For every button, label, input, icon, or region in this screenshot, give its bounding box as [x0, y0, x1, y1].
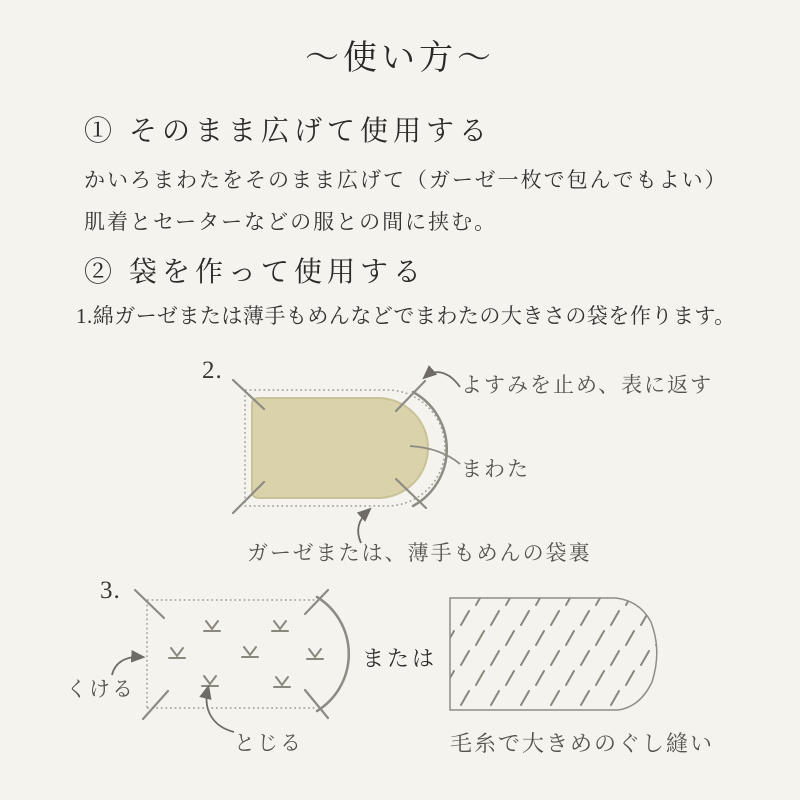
section2-heading: ② 袋を作って使用する [84, 257, 427, 288]
tojiru-label: とじる [234, 732, 303, 755]
page-title: ～使い方～ [305, 40, 495, 77]
tojiru-arrow-icon [207, 688, 234, 732]
section1-line1: かいろまわたをそのまま広げて（ガーゼ一枚で包んでもよい） [84, 168, 728, 192]
bag-diagram-number: 2. [202, 357, 223, 384]
sew-bag-outline [147, 600, 317, 708]
sew-diagram-number: 3. [100, 577, 121, 604]
corner-arrow-icon [425, 372, 460, 387]
sew-right-arc [317, 597, 349, 711]
bag-bottom-label: ガーゼまたは、薄手もめんの袋裏 [247, 542, 592, 565]
section1-heading: ① そのまま広げて使用する [84, 116, 493, 147]
stitch-marks [169, 621, 323, 687]
kukeru-label: くける [66, 678, 135, 701]
mawata-label: まわた [461, 458, 530, 481]
section2-step1: 1.綿ガーゼまたは薄手もめんなどでまわたの大きさの袋を作ります。 [76, 304, 736, 328]
yarn-bag-shape [450, 598, 657, 710]
or-label: または [362, 646, 438, 671]
yarn-stitch-label: 毛糸で大きめのぐし縫い [450, 731, 715, 756]
section1-line2: 肌着とセーターなどの服との間に挟む。 [84, 210, 498, 234]
sew-corner-slash-marks [135, 590, 328, 719]
bag-corner-label: よすみを止め、表に返す [461, 374, 714, 397]
yarn-stitch-diagram [440, 588, 680, 728]
